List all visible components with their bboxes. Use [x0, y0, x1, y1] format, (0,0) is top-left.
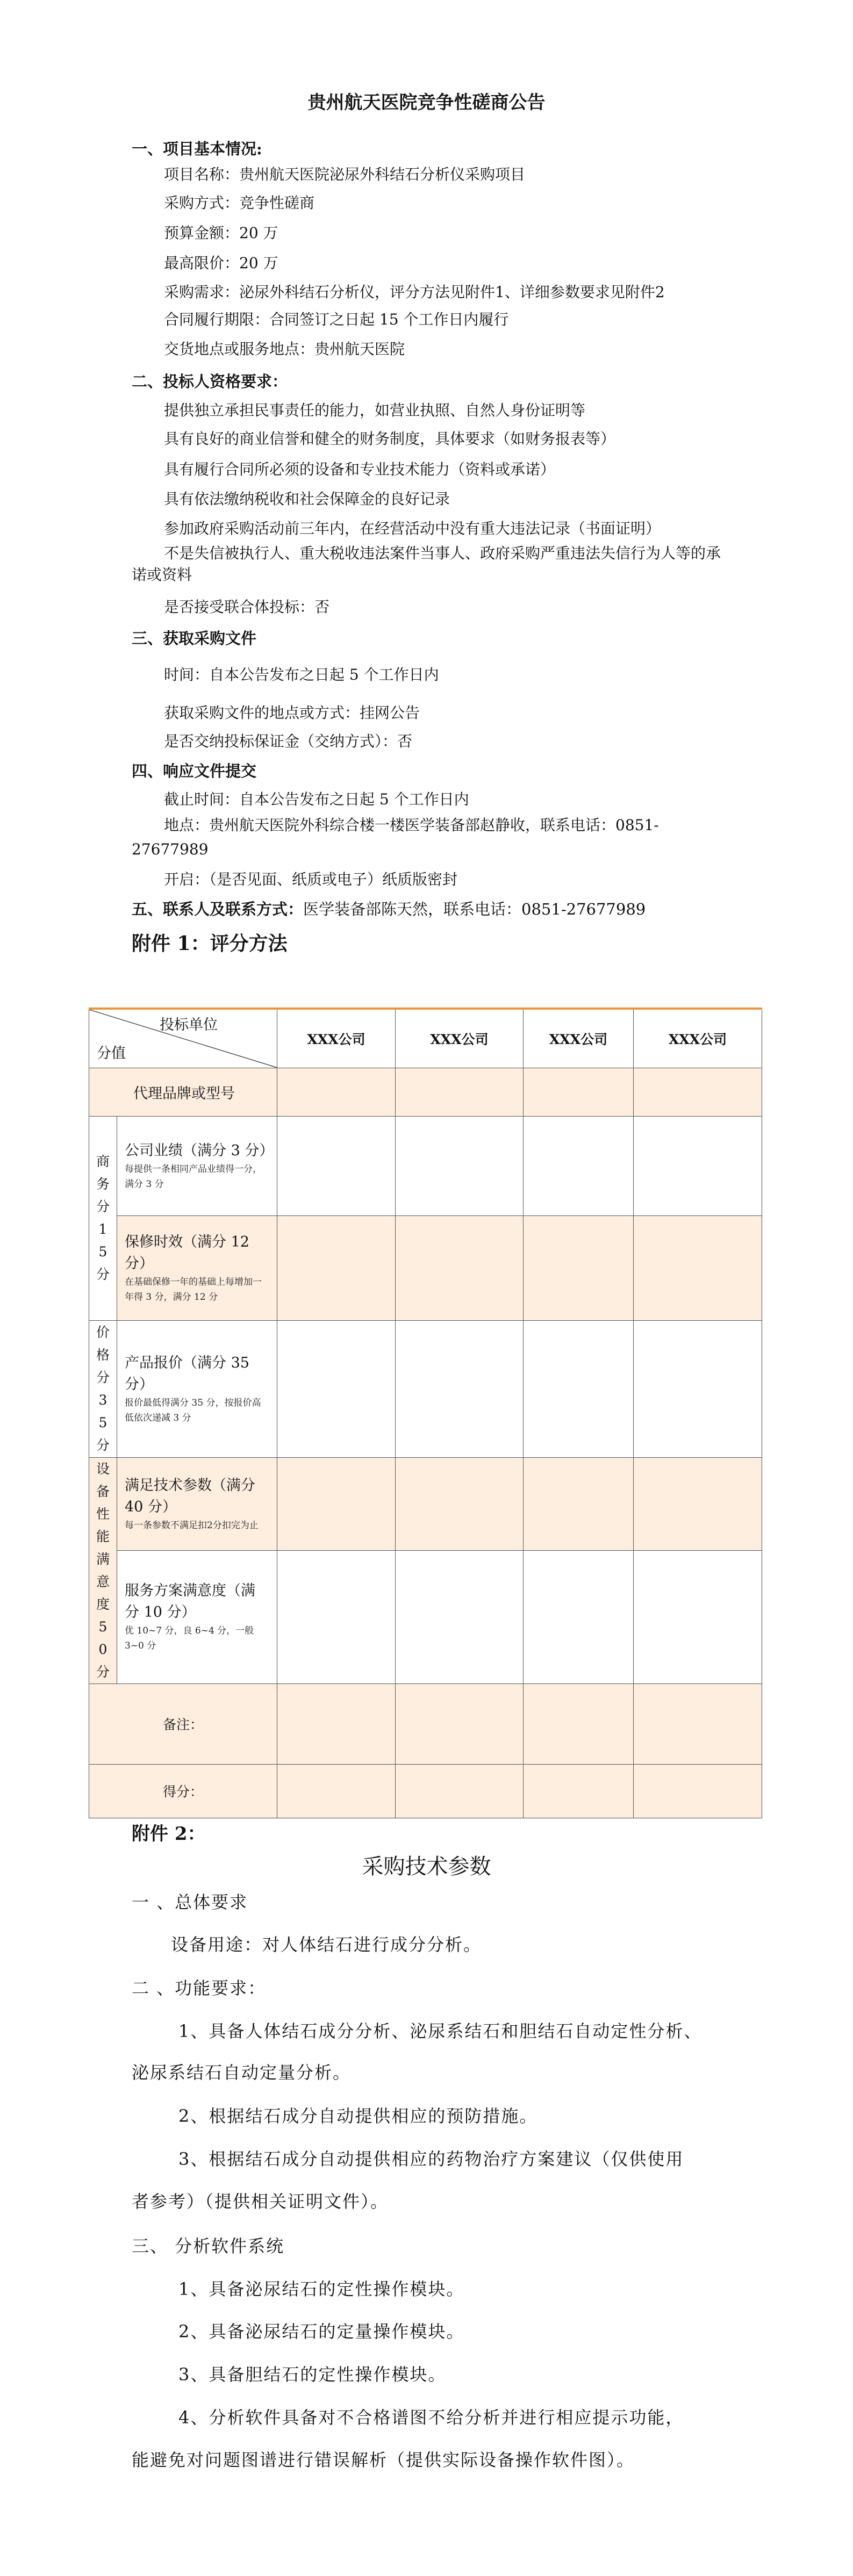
section-2-heading: 二、投标人资格要求：	[132, 372, 288, 391]
function-item-3-cont: 者参考）（提供相关证明文件）。	[132, 2191, 389, 2212]
contact-line	[132, 897, 646, 919]
joint-bid-acceptance: 是否接受联合体投标：否	[164, 598, 330, 616]
qualification-2: 具有良好的商业信誉和健全的财务制度，具体要求（如财务报表等）	[164, 430, 616, 448]
corner-bidder-label: 投标单位	[160, 1017, 218, 1033]
software-item-3: 3、具备胆结石的定性操作模块。	[178, 2364, 447, 2385]
table-row-service	[89, 1550, 762, 1683]
category-business	[89, 1116, 117, 1320]
criterion-service-title: 服务方案满意度（满分 10 分）	[125, 1582, 255, 1621]
criterion-price-desc: 报价最低得满分 35 分，按报价高低依次递减 3 分	[125, 1397, 261, 1423]
page-title: 贵州航天医院竞争性磋商公告	[307, 92, 546, 113]
section-4-heading: 四、响应文件提交	[132, 762, 257, 780]
criterion-tech	[117, 1457, 277, 1550]
section-3-heading: 三、获取采购文件	[132, 629, 257, 647]
function-item-1: 1、具备人体结石成分分析、泌尿系结石和胆结石自动定性分析、	[178, 2021, 703, 2041]
category-performance-text: 设备性能满意度50分	[96, 1460, 110, 1680]
criterion-warranty-title: 保修时效（满分 12 分）	[125, 1233, 249, 1272]
criterion-price	[117, 1320, 277, 1457]
table-row-tech	[89, 1457, 762, 1550]
procurement-method: 采购方式：竞争性磋商	[164, 194, 315, 212]
software-item-4: 4、分析软件具备对不合格谱图不给分析并进行相应提示功能，	[178, 2407, 684, 2428]
function-requirements-heading: 二 、功能要求：	[132, 1978, 267, 1998]
table-row-performance	[89, 1116, 762, 1215]
function-item-1-cont: 泌尿系结石自动定量分析。	[132, 2062, 352, 2083]
document-time: 时间：自本公告发布之日起 5 个工作日内	[164, 666, 439, 683]
criterion-performance	[117, 1116, 277, 1215]
category-performance	[89, 1457, 117, 1683]
table-row-brand	[89, 1068, 762, 1116]
table-row-price	[89, 1320, 762, 1457]
section-1-heading: 一、项目基本情况:	[132, 140, 262, 158]
criterion-service	[117, 1550, 277, 1683]
company-header-1: XXX公司	[277, 1009, 396, 1068]
submission-location: 地点：贵州航天医院外科综合楼一楼医学装备部赵静收，联系电话：0851-27677989	[132, 816, 659, 858]
category-price	[89, 1320, 117, 1457]
table-header-row	[89, 1009, 762, 1068]
software-item-1: 1、具备泌尿结石的定性操作模块。	[178, 2279, 465, 2299]
qualification-1: 提供独立承担民事责任的能力，如营业执照、自然人身份证明等	[164, 401, 586, 419]
software-system-heading: 三、 分析软件系统	[132, 2236, 285, 2256]
device-purpose: 设备用途：对人体结石进行成分分析。	[171, 1934, 482, 1955]
tech-params-title: 采购技术参数	[362, 1854, 491, 1879]
bid-bond: 是否交纳投标保证金（交纳方式）：否	[164, 732, 413, 750]
qualification-6: 不是失信被执行人、重大税收违法案件当事人、政府采购严重违法失信行为人等的承诺或资料	[132, 544, 721, 584]
criterion-performance-desc: 每提供一条相同产品业绩得一分，满分 3 分	[125, 1163, 262, 1190]
contact-info: 医学装备部陈天然，联系电话：0851-27677989	[303, 900, 646, 918]
attachment-1-heading: 附件 1：评分方法	[132, 932, 288, 955]
procurement-requirement: 采购需求：泌尿外科结石分析仪，评分方法见附件1、详细参数要求见附件2	[164, 283, 665, 301]
criterion-warranty-desc: 在基础保修一年的基础上每增加一年得 3 分，满分 12 分	[125, 1276, 262, 1303]
document-location: 获取采购文件的地点或方式：挂网公告	[164, 704, 420, 722]
attachment-2-heading: 附件 2：	[132, 1823, 206, 1845]
scoring-table	[89, 1008, 762, 1818]
category-business-text: 商务分15分	[96, 1154, 110, 1282]
company-header-4: XXX公司	[634, 1009, 762, 1068]
criterion-performance-title: 公司业绩（满分 3 分）	[125, 1142, 274, 1159]
qualification-5: 参加政府采购活动前三年内，在经营活动中没有重大违法记录（书面证明）	[164, 520, 661, 537]
criterion-service-desc: 优 10~7 分，良 6~4 分，一般 3~0 分	[125, 1625, 254, 1652]
table-corner-cell	[89, 1009, 277, 1068]
qualification-3: 具有履行合同所必须的设备和专业技术能力（资料或承诺）	[164, 460, 556, 478]
software-item-4-cont: 能避免对问题图谱进行错误解析（提供实际设备操作软件图）。	[132, 2450, 635, 2470]
company-header-3: XXX公司	[524, 1009, 634, 1068]
opening-method: 开启：（是否见面、纸质或电子）纸质版密封	[164, 870, 458, 888]
budget-amount: 预算金额：20 万	[164, 224, 278, 242]
remark-label: 备注：	[89, 1683, 277, 1764]
function-item-3: 3、根据结石成分自动提供相应的药物治疗方案建议（仅供使用	[178, 2149, 684, 2169]
software-item-2: 2、具备泌尿结石的定量操作模块。	[178, 2321, 465, 2342]
corner-score-label: 分值	[97, 1045, 126, 1062]
category-price-text: 价格分35分	[96, 1324, 110, 1453]
contract-period: 合同履行期限：合同签订之日起 15 个工作日内履行	[164, 311, 509, 328]
max-price: 最高限价：20 万	[164, 254, 278, 272]
criterion-tech-title: 满足技术参数（满分 40 分）	[125, 1477, 255, 1515]
qualification-4: 具有依法缴纳税收和社会保障金的良好记录	[164, 490, 450, 508]
table-row-score	[89, 1764, 762, 1818]
table-row-remark	[89, 1683, 762, 1764]
score-label: 得分：	[89, 1764, 277, 1818]
criterion-price-title: 产品报价（满分 35 分）	[125, 1354, 249, 1393]
project-name: 项目名称：贵州航天医院泌尿外科结石分析仪采购项目	[164, 166, 526, 183]
table-row-warranty	[89, 1215, 762, 1320]
criterion-tech-desc: 每一条参数不满足扣2分扣完为止	[125, 1520, 259, 1531]
delivery-location: 交货地点或服务地点：贵州航天医院	[164, 340, 405, 358]
submission-deadline: 截止时间：自本公告发布之日起 5 个工作日内	[164, 790, 469, 808]
overall-requirements-heading: 一 、总体要求	[132, 1892, 248, 1912]
brand-model-label: 代理品牌或型号	[89, 1068, 277, 1116]
company-header-2: XXX公司	[396, 1009, 524, 1068]
section-5-heading: 五、联系人及联系方式：	[132, 900, 304, 918]
criterion-warranty	[117, 1215, 277, 1320]
function-item-2: 2、根据结石成分自动提供相应的预防措施。	[178, 2106, 538, 2126]
